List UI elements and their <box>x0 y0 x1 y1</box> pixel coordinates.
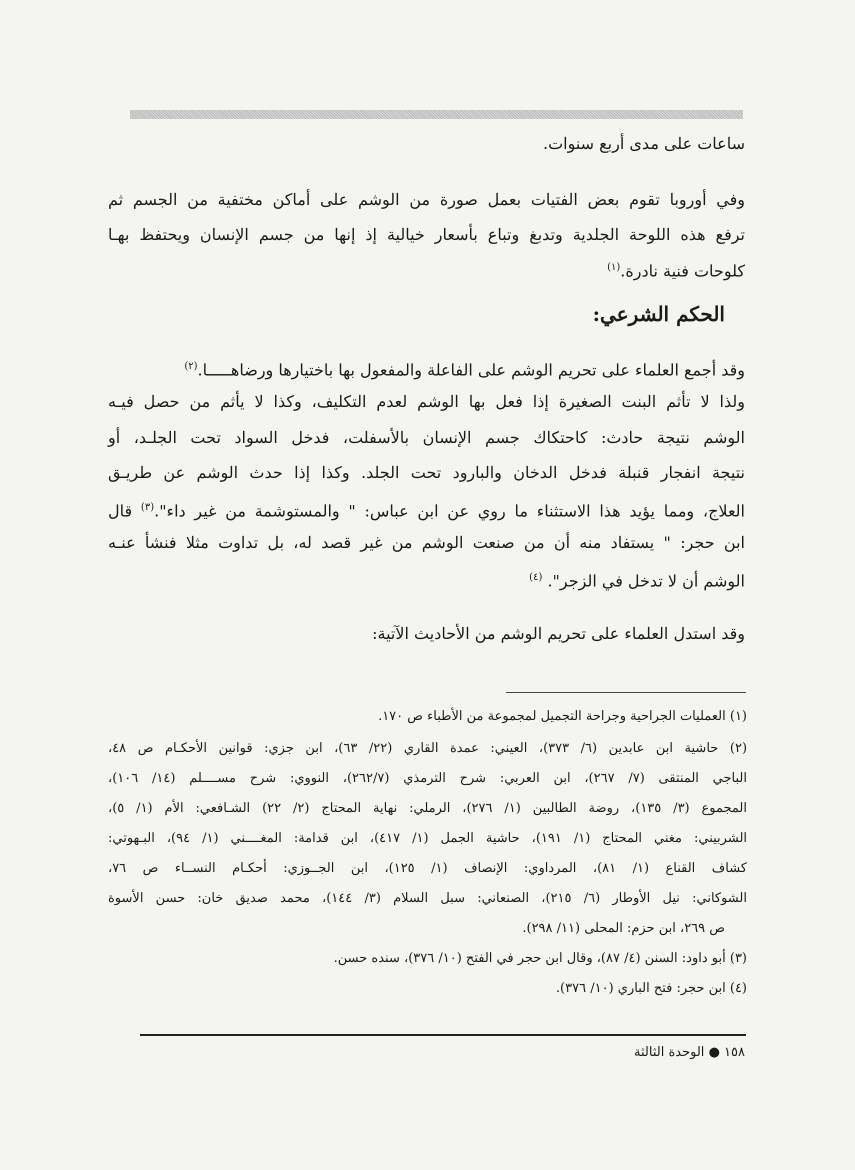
footnote: (٣) أبو داود: السنن (٤/ ٨٧)، وقال ابن حجر في الفتح (١٠/ ٣٧٦)، سنده حسن. <box>333 951 747 966</box>
body-line: وفي أوروبا تقوم بعض الفتيات بعمل صورة من الوشم على أماكن مختفية من الجسم ثم <box>108 190 745 209</box>
footnote: (٢) حاشية ابن عابدين (٦/ ٣٧٣)، العيني: عمدة القاري (٢٢/ ٦٣)، ابن جزي: قوانين الأحكـام ص ٤٨، <box>108 741 748 756</box>
body-line <box>184 357 745 380</box>
body-line <box>108 498 745 521</box>
footnote-ref: (٢) <box>184 361 198 372</box>
footnote: (٤) ابن حجر: فتح الباري (١٠/ ٣٧٦). <box>555 981 747 996</box>
body-text: العلاج، ومما يؤيد هذا الاستثناء ما روي عن ابن عباس: " والمستوشمة من غير داء". <box>154 501 745 521</box>
footnote-ref: (٣) <box>140 502 155 513</box>
page-footer <box>634 1045 745 1060</box>
footnote: الشوكاني: نيل الأوطار (٦/ ٢١٥)، الصنعاني: سبل السلام (٣/ ١٤٤)، محمد صديق خان: حسن الأسوة <box>108 891 747 906</box>
footnote: ص ٢٦٩، ابن حزم: المحلى (١١/ ٢٩٨). <box>522 921 725 936</box>
unit-title: الوحدة الثالثة <box>634 1045 705 1060</box>
body-line: وقد استدل العلماء على تحريم الوشم من الأحاديث الآتية: <box>372 624 745 643</box>
body-line <box>529 568 745 591</box>
body-line: ابن حجر: " يستفاد منه أن من صنعت الوشم من غير قصد له، بل تداوت مثلا فنشأ عنـه <box>108 533 745 552</box>
header-rule <box>130 110 743 119</box>
bullet-icon: ● <box>708 1045 720 1060</box>
footnote: كشاف القناع (١/ ٨١)، المرداوي: الإنصاف (١/ ١٢٥)، ابن الجــوزي: أحكـام النســاء ص ٧٦، <box>108 861 747 876</box>
footnote: المجموع (٣/ ١٣٥)، روضة الطالبين (١/ ٢٧٦)، الرملي: نهاية المحتاج (٢/ ٢٢) الشـافعي: الأم (١/ ٥)، <box>108 801 747 816</box>
body-line: ساعات على مدى أربع سنوات. <box>542 134 745 153</box>
body-line <box>607 258 745 281</box>
footnote: (١) العمليات الجراحية وجراحة التجميل لمجموعة من الأطباء ص ١٧٠. <box>378 709 747 724</box>
body-line: ولذا لا تأثم البنت الصغيرة إذا فعل بها الوشم لعدم التكليف، وكذا لا يأثم من حصل فيـه <box>108 392 745 411</box>
body-text: كلوحات فنية نادرة. <box>620 261 745 281</box>
body-line: نتيجة انفجار قنبلة فدخل الدخان والبارود تحت الجلد. وكذا إذا حدث الوشم عن طريـق <box>108 463 745 482</box>
page-number: ١٥٨ <box>724 1045 745 1060</box>
section-heading: الحكم الشرعي: <box>592 302 725 326</box>
body-text: وقد أجمع العلماء على تحريم الوشم على الفاعلة والمفعول بها باختيارها ورضاهـــــا. <box>197 360 745 380</box>
footnote-ref: (٤) <box>529 572 543 583</box>
footer-rule <box>140 1034 746 1036</box>
footnote-ref: (١) <box>607 262 621 273</box>
footnote: الشربيني: مغني المحتاج (١/ ١٩١)، حاشية الجمل (١/ ٤١٧)، ابن قدامة: المغــــني (١/ ٩٤)، البـهوتي: <box>108 831 748 846</box>
body-line: الوشم نتيجة حادث: كاحتكاك جسم الإنسان بالأسفلت، فدخل السواد تحت الجلـد، أو <box>108 428 745 447</box>
body-text: قال <box>108 501 133 521</box>
footnote: الباجي المنتقى (٧/ ٢٦٧)، ابن العربي: شرح الترمذي (٢٦٢/٧)، النووي: شرح مســــلم (١٤/ ١٠٦)، <box>108 771 748 786</box>
body-text: الوشم أن لا تدخل في الزجر". <box>547 571 745 591</box>
footnote-separator <box>506 692 746 693</box>
body-line: ترفع هذه اللوحة الجلدية وتدبغ وتباع بأسعار خيالية إذ إنها من جسم الإنسان ويحتفظ بهـا <box>108 225 745 244</box>
